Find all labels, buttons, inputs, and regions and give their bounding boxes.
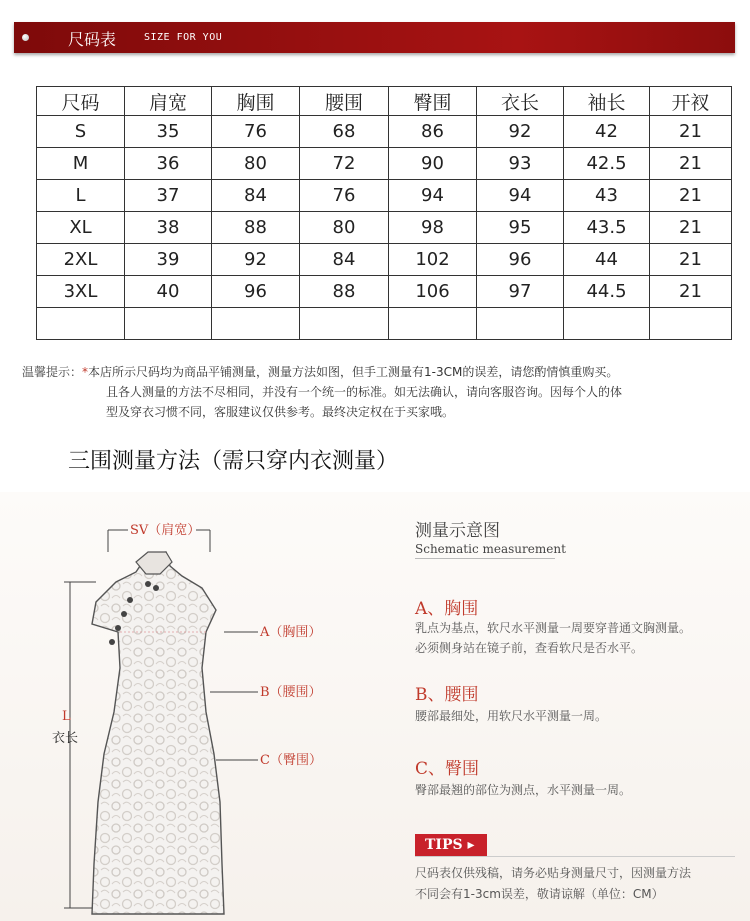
table-cell: 44.5	[564, 276, 650, 308]
table-cell: XL	[37, 212, 125, 244]
table-cell	[389, 308, 477, 340]
bust-label: A（胸围）	[260, 625, 322, 640]
table-cell: 92	[477, 116, 564, 148]
table-cell	[477, 308, 564, 340]
table-cell: 21	[650, 276, 732, 308]
table-cell	[650, 308, 732, 340]
table-cell: 90	[389, 148, 477, 180]
table-cell: 94	[477, 180, 564, 212]
banner-title: 尺码表	[68, 30, 117, 49]
table-cell: S	[37, 116, 125, 148]
table-cell: 96	[477, 244, 564, 276]
table-cell: 80	[212, 148, 300, 180]
table-cell: 43	[564, 180, 650, 212]
notes-line-3: 型及穿衣习惯不同，客服建议仅供参考。最终决定权在于买家哦。	[106, 405, 455, 419]
table-cell: 21	[650, 116, 732, 148]
length-text: 衣长	[52, 731, 79, 746]
table-cell: 97	[477, 276, 564, 308]
bullet-icon	[22, 34, 29, 41]
table-cell: 88	[300, 276, 389, 308]
table-cell: 40	[125, 276, 212, 308]
notes-label: 温馨提示：	[22, 365, 83, 379]
table-cell: 21	[650, 212, 732, 244]
notes	[22, 362, 622, 422]
table-header-cell: 臀围	[389, 87, 477, 116]
table-header-cell: 尺码	[37, 87, 125, 116]
measurement-panel	[0, 492, 750, 921]
divider	[415, 558, 555, 559]
abc-guides	[210, 632, 258, 760]
table-cell: 98	[389, 212, 477, 244]
waist-heading: B、腰围	[415, 685, 479, 705]
table-cell: 86	[389, 116, 477, 148]
tips-badge: TIPS ▸	[415, 834, 487, 856]
table-cell	[300, 308, 389, 340]
table-row	[37, 116, 732, 148]
table-cell: 44	[564, 244, 650, 276]
hip-label: C（臀围）	[260, 753, 322, 768]
table-cell: 88	[212, 212, 300, 244]
dress-diagram	[0, 492, 400, 921]
table-cell	[125, 308, 212, 340]
table-cell: 80	[300, 212, 389, 244]
table-cell: 95	[477, 212, 564, 244]
table-cell	[212, 308, 300, 340]
table-cell: 76	[300, 180, 389, 212]
table-cell: 36	[125, 148, 212, 180]
bust-desc-1: 乳点为基点，软尺水平测量一周要穿普通文胸测量。	[415, 621, 692, 635]
bust-heading: A、胸围	[415, 599, 479, 619]
schematic-subtitle: Schematic measurement	[415, 542, 566, 556]
tips-divider	[415, 856, 735, 857]
table-cell: 43.5	[564, 212, 650, 244]
table-cell: 68	[300, 116, 389, 148]
bust-desc-2: 必须侧身站在镜子前，查看软尺是否水平。	[415, 641, 644, 655]
table-header-cell: 开衩	[650, 87, 732, 116]
tips-line-2: 不同会有1-3cm误差，敬请谅解（单位：CM）	[415, 887, 664, 901]
hip-desc: 臀部最翘的部位为测点，水平测量一周。	[415, 783, 632, 797]
table-row	[37, 180, 732, 212]
table-header-cell: 胸围	[212, 87, 300, 116]
tips-line-1: 尺码表仅供残稿，请务必贴身测量尺寸，因测量方法	[415, 866, 692, 880]
length-label: L	[62, 709, 71, 724]
table-cell	[37, 308, 125, 340]
table-cell: M	[37, 148, 125, 180]
size-chart-banner	[14, 22, 735, 53]
table-row	[37, 308, 732, 340]
size-table	[36, 86, 732, 340]
table-cell: 94	[389, 180, 477, 212]
table-row	[37, 148, 732, 180]
waist-label: B（腰围）	[260, 685, 322, 700]
table-cell: 21	[650, 180, 732, 212]
table-cell: 3XL	[37, 276, 125, 308]
table-row	[37, 276, 732, 308]
notes-line-1: 本店所示尺码均为商品平铺测量，测量方法如图，但手工测量有1-3CM的误差，请您酌情慎重购买。	[88, 365, 619, 379]
table-cell: 102	[389, 244, 477, 276]
table-cell: 42	[564, 116, 650, 148]
hip-heading: C、臀围	[415, 759, 480, 779]
dress-silhouette	[92, 552, 224, 914]
table-cell: 84	[300, 244, 389, 276]
notes-line-2: 且各人测量的方法不尽相同，并没有一个统一的标准。如无法确认，请向客服咨询。因每个人的体	[106, 385, 623, 399]
table-cell: 76	[212, 116, 300, 148]
table-cell: 21	[650, 244, 732, 276]
table-cell: 39	[125, 244, 212, 276]
table-header-cell: 腰围	[300, 87, 389, 116]
table-cell: 106	[389, 276, 477, 308]
sv-label: SV（肩宽）	[130, 523, 201, 538]
table-cell: 42.5	[564, 148, 650, 180]
table-cell: 37	[125, 180, 212, 212]
waist-desc: 腰部最细处，用软尺水平测量一周。	[415, 709, 608, 723]
table-row	[37, 244, 732, 276]
table-cell: 38	[125, 212, 212, 244]
table-cell: 72	[300, 148, 389, 180]
notes-star: *	[82, 365, 89, 379]
table-header-row	[37, 87, 732, 116]
table-cell: 84	[212, 180, 300, 212]
table-header-cell: 衣长	[477, 87, 564, 116]
banner-subtitle: SIZE FOR YOU	[144, 32, 223, 43]
table-cell	[564, 308, 650, 340]
method-title: 三围测量方法（需只穿内衣测量）	[68, 449, 399, 474]
table-cell: 21	[650, 148, 732, 180]
table-header-cell: 袖长	[564, 87, 650, 116]
table-cell: 93	[477, 148, 564, 180]
table-cell: 35	[125, 116, 212, 148]
table-cell: 92	[212, 244, 300, 276]
schematic-title: 测量示意图	[415, 521, 500, 541]
tips-body	[415, 863, 691, 905]
table-row	[37, 212, 732, 244]
table-cell: L	[37, 180, 125, 212]
table-header-cell: 肩宽	[125, 87, 212, 116]
bust-desc	[415, 618, 691, 658]
table-cell: 96	[212, 276, 300, 308]
table-cell: 2XL	[37, 244, 125, 276]
